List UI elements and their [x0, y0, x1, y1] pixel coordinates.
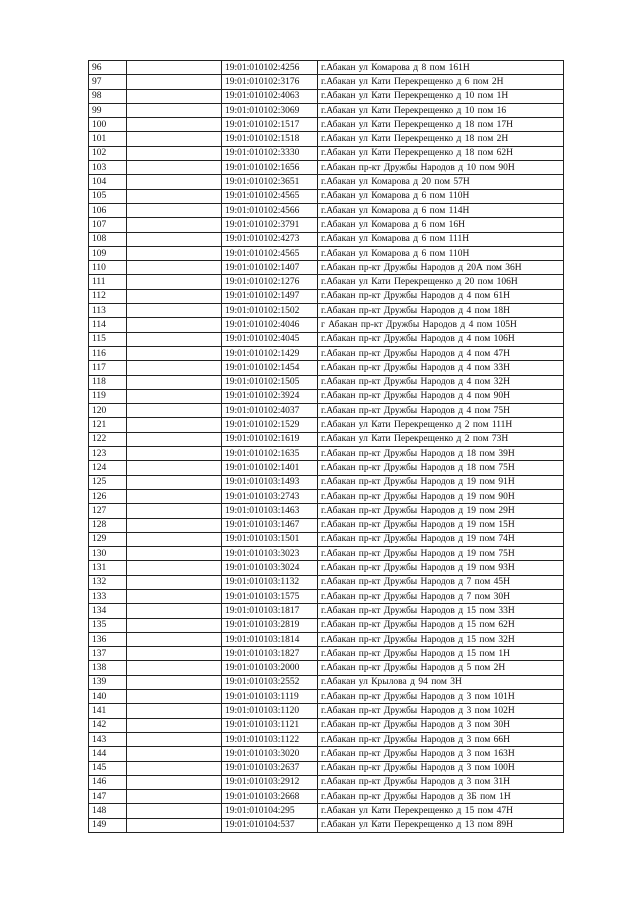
address-cell: г.Абакан пр-кт Дружбы Народов д 19 пом 75Н [318, 547, 564, 561]
row-number-cell: 110 [89, 261, 127, 275]
empty-cell [127, 718, 222, 732]
cadastral-number-cell: 19:01:010103:2637 [222, 761, 318, 775]
cadastral-number-cell: 19:01:010102:1502 [222, 304, 318, 318]
cadastral-number-cell: 19:01:010103:1122 [222, 732, 318, 746]
empty-cell [127, 275, 222, 289]
row-number-cell: 109 [89, 246, 127, 260]
cadastral-number-cell: 19:01:010103:1467 [222, 518, 318, 532]
row-number-cell: 102 [89, 146, 127, 160]
address-cell: г.Абакан пр-кт Дружбы Народов д 3 пом 30Н [318, 718, 564, 732]
table-row [89, 361, 564, 375]
address-cell: г.Абакан пр-кт Дружбы Народов д 3 пом 66Н [318, 732, 564, 746]
table-row [89, 404, 564, 418]
empty-cell [127, 732, 222, 746]
row-number-cell: 118 [89, 375, 127, 389]
row-number-cell: 100 [89, 118, 127, 132]
cadastral-number-cell: 19:01:010103:1814 [222, 632, 318, 646]
address-cell: г.Абакан ул Комарова д 6 пом 114Н [318, 203, 564, 217]
empty-cell [127, 690, 222, 704]
row-number-cell: 138 [89, 661, 127, 675]
cadastral-number-cell: 19:01:010102:4256 [222, 61, 318, 75]
address-cell: г.Абакан пр-кт Дружбы Народов д 3 пом 163Н [318, 747, 564, 761]
cadastral-number-cell: 19:01:010103:3023 [222, 547, 318, 561]
row-number-cell: 131 [89, 561, 127, 575]
table-row [89, 289, 564, 303]
table-row [89, 261, 564, 275]
cadastral-number-cell: 19:01:010102:1635 [222, 447, 318, 461]
cadastral-number-cell: 19:01:010103:1501 [222, 532, 318, 546]
cadastral-number-cell: 19:01:010103:3020 [222, 747, 318, 761]
table-row [89, 732, 564, 746]
address-cell: г.Абакан ул Комарова д 6 пом 110Н [318, 246, 564, 260]
row-number-cell: 112 [89, 289, 127, 303]
address-cell: г.Абакан ул Кати Перекрещенко д 15 пом 47Н [318, 804, 564, 818]
address-cell: г.Абакан пр-кт Дружбы Народов д 3 пом 31Н [318, 775, 564, 789]
cadastral-number-cell: 19:01:010103:2552 [222, 675, 318, 689]
address-cell: г.Абакан пр-кт Дружбы Народов д 15 пом 62Н [318, 618, 564, 632]
address-cell: г.Абакан ул Кати Перекрещенко д 6 пом 2Н [318, 75, 564, 89]
row-number-cell: 127 [89, 504, 127, 518]
table-row [89, 203, 564, 217]
cadastral-number-cell: 19:01:010103:1575 [222, 589, 318, 603]
table-row [89, 103, 564, 117]
cadastral-number-cell: 19:01:010103:1119 [222, 690, 318, 704]
table-row [89, 632, 564, 646]
cadastral-number-cell: 19:01:010102:1276 [222, 275, 318, 289]
address-cell: г.Абакан пр-кт Дружбы Народов д 4 пом 75Н [318, 404, 564, 418]
cadastral-number-cell: 19:01:010103:2819 [222, 618, 318, 632]
row-number-cell: 108 [89, 232, 127, 246]
cadastral-number-cell: 19:01:010102:1517 [222, 118, 318, 132]
empty-cell [127, 132, 222, 146]
row-number-cell: 122 [89, 432, 127, 446]
empty-cell [127, 761, 222, 775]
address-cell: г.Абакан ул Комарова д 8 пом 161Н [318, 61, 564, 75]
empty-cell [127, 118, 222, 132]
cadastral-number-cell: 19:01:010102:3176 [222, 75, 318, 89]
empty-cell [127, 575, 222, 589]
table-row [89, 589, 564, 603]
cadastral-number-cell: 19:01:010102:1656 [222, 161, 318, 175]
empty-cell [127, 418, 222, 432]
cadastral-number-cell: 19:01:010102:4273 [222, 232, 318, 246]
row-number-cell: 111 [89, 275, 127, 289]
table-row [89, 132, 564, 146]
empty-cell [127, 704, 222, 718]
table-row [89, 504, 564, 518]
empty-cell [127, 75, 222, 89]
cadastral-number-cell: 19:01:010102:3924 [222, 389, 318, 403]
cadastral-number-cell: 19:01:010102:1529 [222, 418, 318, 432]
cadastral-number-cell: 19:01:010102:1429 [222, 346, 318, 360]
table-row [89, 775, 564, 789]
table-row [89, 647, 564, 661]
empty-cell [127, 461, 222, 475]
row-number-cell: 104 [89, 175, 127, 189]
address-cell: г.Абакан пр-кт Дружбы Народов д 15 пом 32Н [318, 632, 564, 646]
empty-cell [127, 747, 222, 761]
row-number-cell: 99 [89, 103, 127, 117]
empty-cell [127, 432, 222, 446]
table-row [89, 675, 564, 689]
empty-cell [127, 504, 222, 518]
table-row [89, 418, 564, 432]
cadastral-number-cell: 19:01:010104:295 [222, 804, 318, 818]
table-row [89, 346, 564, 360]
table-row [89, 561, 564, 575]
row-number-cell: 146 [89, 775, 127, 789]
table-row [89, 604, 564, 618]
empty-cell [127, 804, 222, 818]
empty-cell [127, 675, 222, 689]
empty-cell [127, 203, 222, 217]
cadastral-number-cell: 19:01:010102:1505 [222, 375, 318, 389]
row-number-cell: 97 [89, 75, 127, 89]
empty-cell [127, 661, 222, 675]
table-row [89, 332, 564, 346]
address-cell: г.Абакан пр-кт Дружбы Народов д 3 пом 100Н [318, 761, 564, 775]
address-cell: г.Абакан ул Комарова д 6 пом 16Н [318, 218, 564, 232]
row-number-cell: 126 [89, 489, 127, 503]
table-row [89, 489, 564, 503]
cadastral-number-cell: 19:01:010102:4046 [222, 318, 318, 332]
address-cell: г.Абакан пр-кт Дружбы Народов д 4 пом 61Н [318, 289, 564, 303]
cadastral-number-cell: 19:01:010102:4063 [222, 89, 318, 103]
row-number-cell: 114 [89, 318, 127, 332]
cadastral-number-cell: 19:01:010102:4037 [222, 404, 318, 418]
cadastral-number-cell: 19:01:010102:4565 [222, 246, 318, 260]
cadastral-number-cell: 19:01:010103:2912 [222, 775, 318, 789]
table-row [89, 118, 564, 132]
cadastral-number-cell: 19:01:010102:3791 [222, 218, 318, 232]
address-cell: г.Абакан пр-кт Дружбы Народов д 3 пом 101Н [318, 690, 564, 704]
table-row [89, 175, 564, 189]
table-row [89, 475, 564, 489]
cadastral-number-cell: 19:01:010102:1401 [222, 461, 318, 475]
empty-cell [127, 232, 222, 246]
row-number-cell: 128 [89, 518, 127, 532]
table-row [89, 790, 564, 804]
row-number-cell: 132 [89, 575, 127, 589]
cadastral-number-cell: 19:01:010103:1827 [222, 647, 318, 661]
cadastral-number-cell: 19:01:010103:1817 [222, 604, 318, 618]
cadastral-number-cell: 19:01:010103:2000 [222, 661, 318, 675]
table-row [89, 61, 564, 75]
row-number-cell: 113 [89, 304, 127, 318]
row-number-cell: 137 [89, 647, 127, 661]
row-number-cell: 145 [89, 761, 127, 775]
empty-cell [127, 146, 222, 160]
table-row [89, 304, 564, 318]
table-row [89, 618, 564, 632]
row-number-cell: 135 [89, 618, 127, 632]
cadastral-number-cell: 19:01:010103:2743 [222, 489, 318, 503]
empty-cell [127, 89, 222, 103]
address-cell: г.Абакан пр-кт Дружбы Народов д 3 пом 102Н [318, 704, 564, 718]
table-row [89, 189, 564, 203]
address-cell: г.Абакан ул Кати Перекрещенко д 18 пом 62Н [318, 146, 564, 160]
address-cell: г.Абакан пр-кт Дружбы Народов д 4 пом 18Н [318, 304, 564, 318]
empty-cell [127, 475, 222, 489]
row-number-cell: 140 [89, 690, 127, 704]
address-cell: г.Абакан ул Комарова д 20 пом 57Н [318, 175, 564, 189]
table-row [89, 575, 564, 589]
cadastral-number-cell: 19:01:010104:537 [222, 818, 318, 832]
address-cell: г.Абакан пр-кт Дружбы Народов д 19 пом 74Н [318, 532, 564, 546]
table-row [89, 447, 564, 461]
cadastral-number-cell: 19:01:010103:1493 [222, 475, 318, 489]
table-row [89, 818, 564, 832]
cadastral-number-cell: 19:01:010102:1518 [222, 132, 318, 146]
address-cell: г.Абакан пр-кт Дружбы Народов д 19 пом 29Н [318, 504, 564, 518]
address-cell: г.Абакан ул Кати Перекрещенко д 18 пом 17Н [318, 118, 564, 132]
row-number-cell: 148 [89, 804, 127, 818]
empty-cell [127, 532, 222, 546]
empty-cell [127, 404, 222, 418]
empty-cell [127, 361, 222, 375]
table-row [89, 246, 564, 260]
empty-cell [127, 389, 222, 403]
cadastral-number-cell: 19:01:010102:1407 [222, 261, 318, 275]
empty-cell [127, 161, 222, 175]
cadastral-number-cell: 19:01:010103:3024 [222, 561, 318, 575]
address-cell: г.Абакан пр-кт Дружбы Народов д 4 пом 33Н [318, 361, 564, 375]
address-cell: г.Абакан ул Кати Перекрещенко д 10 пом 16 [318, 103, 564, 117]
register-table-body [89, 61, 564, 833]
table-row [89, 275, 564, 289]
empty-cell [127, 561, 222, 575]
empty-cell [127, 647, 222, 661]
address-cell: г.Абакан пр-кт Дружбы Народов д 7 пом 30Н [318, 589, 564, 603]
table-row [89, 161, 564, 175]
row-number-cell: 124 [89, 461, 127, 475]
cadastral-number-cell: 19:01:010103:2668 [222, 790, 318, 804]
address-cell: г.Абакан пр-кт Дружбы Народов д 19 пом 93Н [318, 561, 564, 575]
empty-cell [127, 218, 222, 232]
row-number-cell: 142 [89, 718, 127, 732]
address-cell: г.Абакан пр-кт Дружбы Народов д 15 пом 1Н [318, 647, 564, 661]
cadastral-number-cell: 19:01:010102:1497 [222, 289, 318, 303]
table-row [89, 146, 564, 160]
row-number-cell: 133 [89, 589, 127, 603]
address-cell: г.Абакан пр-кт Дружбы Народов д 10 пом 90Н [318, 161, 564, 175]
address-cell: г.Абакан ул Крылова д 94 пом 3Н [318, 675, 564, 689]
empty-cell [127, 375, 222, 389]
address-cell: г.Абакан ул Кати Перекрещенко д 18 пом 2Н [318, 132, 564, 146]
cadastral-number-cell: 19:01:010103:1121 [222, 718, 318, 732]
table-row [89, 232, 564, 246]
table-row [89, 718, 564, 732]
empty-cell [127, 175, 222, 189]
cadastral-number-cell: 19:01:010102:3069 [222, 103, 318, 117]
table-row [89, 547, 564, 561]
address-cell: г.Абакан пр-кт Дружбы Народов д 4 пом 106Н [318, 332, 564, 346]
table-row [89, 761, 564, 775]
row-number-cell: 130 [89, 547, 127, 561]
address-cell: г.Абакан пр-кт Дружбы Народов д 18 пом 39Н [318, 447, 564, 461]
address-cell: г.Абакан пр-кт Дружбы Народов д 18 пом 75Н [318, 461, 564, 475]
row-number-cell: 106 [89, 203, 127, 217]
cadastral-number-cell: 19:01:010103:1132 [222, 575, 318, 589]
address-cell: г.Абакан пр-кт Дружбы Народов д 7 пом 45Н [318, 575, 564, 589]
empty-cell [127, 547, 222, 561]
cadastral-number-cell: 19:01:010102:3330 [222, 146, 318, 160]
address-cell: г.Абакан пр-кт Дружбы Народов д 4 пом 32Н [318, 375, 564, 389]
address-cell: г.Абакан ул Кати Перекрещенко д 2 пом 111Н [318, 418, 564, 432]
empty-cell [127, 61, 222, 75]
row-number-cell: 143 [89, 732, 127, 746]
row-number-cell: 121 [89, 418, 127, 432]
empty-cell [127, 318, 222, 332]
address-cell: г.Абакан пр-кт Дружбы Народов д 19 пом 91Н [318, 475, 564, 489]
empty-cell [127, 604, 222, 618]
address-cell: г.Абакан пр-кт Дружбы Народов д 3Б пом 1Н [318, 790, 564, 804]
address-cell: г.Абакан ул Комарова д 6 пом 111Н [318, 232, 564, 246]
table-row [89, 747, 564, 761]
table-row [89, 704, 564, 718]
row-number-cell: 119 [89, 389, 127, 403]
table-row [89, 218, 564, 232]
row-number-cell: 147 [89, 790, 127, 804]
address-cell: г.Абакан пр-кт Дружбы Народов д 4 пом 90Н [318, 389, 564, 403]
row-number-cell: 98 [89, 89, 127, 103]
address-cell: г Абакан пр-кт Дружбы Народов д 4 пом 105Н [318, 318, 564, 332]
table-row [89, 318, 564, 332]
address-cell: г.Абакан пр-кт Дружбы Народов д 20А пом 36Н [318, 261, 564, 275]
cadastral-number-cell: 19:01:010102:4566 [222, 203, 318, 217]
empty-cell [127, 289, 222, 303]
empty-cell [127, 589, 222, 603]
table-row [89, 690, 564, 704]
address-cell: г.Абакан ул Комарова д 6 пом 110Н [318, 189, 564, 203]
row-number-cell: 107 [89, 218, 127, 232]
empty-cell [127, 775, 222, 789]
cadastral-number-cell: 19:01:010102:4565 [222, 189, 318, 203]
row-number-cell: 136 [89, 632, 127, 646]
table-row [89, 89, 564, 103]
row-number-cell: 96 [89, 61, 127, 75]
address-cell: г.Абакан ул Кати Перекрещенко д 13 пом 89Н [318, 818, 564, 832]
empty-cell [127, 304, 222, 318]
row-number-cell: 144 [89, 747, 127, 761]
row-number-cell: 116 [89, 346, 127, 360]
empty-cell [127, 818, 222, 832]
table-row [89, 532, 564, 546]
empty-cell [127, 489, 222, 503]
address-cell: г.Абакан ул Кати Перекрещенко д 20 пом 106Н [318, 275, 564, 289]
row-number-cell: 139 [89, 675, 127, 689]
cadastral-number-cell: 19:01:010103:1463 [222, 504, 318, 518]
empty-cell [127, 261, 222, 275]
row-number-cell: 134 [89, 604, 127, 618]
empty-cell [127, 447, 222, 461]
row-number-cell: 125 [89, 475, 127, 489]
cadastral-number-cell: 19:01:010102:4045 [222, 332, 318, 346]
property-register-table [88, 60, 564, 833]
address-cell: г.Абакан пр-кт Дружбы Народов д 4 пом 47Н [318, 346, 564, 360]
cadastral-number-cell: 19:01:010102:1454 [222, 361, 318, 375]
address-cell: г.Абакан пр-кт Дружбы Народов д 19 пом 15Н [318, 518, 564, 532]
table-row [89, 661, 564, 675]
row-number-cell: 129 [89, 532, 127, 546]
row-number-cell: 105 [89, 189, 127, 203]
empty-cell [127, 618, 222, 632]
row-number-cell: 117 [89, 361, 127, 375]
table-row [89, 804, 564, 818]
row-number-cell: 115 [89, 332, 127, 346]
address-cell: г.Абакан ул Кати Перекрещенко д 10 пом 1Н [318, 89, 564, 103]
table-row [89, 432, 564, 446]
table-row [89, 389, 564, 403]
address-cell: г.Абакан пр-кт Дружбы Народов д 5 пом 2Н [318, 661, 564, 675]
row-number-cell: 123 [89, 447, 127, 461]
empty-cell [127, 246, 222, 260]
empty-cell [127, 103, 222, 117]
empty-cell [127, 346, 222, 360]
table-row [89, 461, 564, 475]
empty-cell [127, 632, 222, 646]
cadastral-number-cell: 19:01:010102:3651 [222, 175, 318, 189]
row-number-cell: 101 [89, 132, 127, 146]
empty-cell [127, 332, 222, 346]
empty-cell [127, 518, 222, 532]
address-cell: г.Абакан пр-кт Дружбы Народов д 19 пом 90Н [318, 489, 564, 503]
table-row [89, 518, 564, 532]
empty-cell [127, 189, 222, 203]
row-number-cell: 141 [89, 704, 127, 718]
row-number-cell: 149 [89, 818, 127, 832]
row-number-cell: 120 [89, 404, 127, 418]
cadastral-number-cell: 19:01:010102:1619 [222, 432, 318, 446]
cadastral-number-cell: 19:01:010103:1120 [222, 704, 318, 718]
empty-cell [127, 790, 222, 804]
address-cell: г.Абакан ул Кати Перекрещенко д 2 пом 73Н [318, 432, 564, 446]
row-number-cell: 103 [89, 161, 127, 175]
table-row [89, 75, 564, 89]
table-row [89, 375, 564, 389]
address-cell: г.Абакан пр-кт Дружбы Народов д 15 пом 33Н [318, 604, 564, 618]
